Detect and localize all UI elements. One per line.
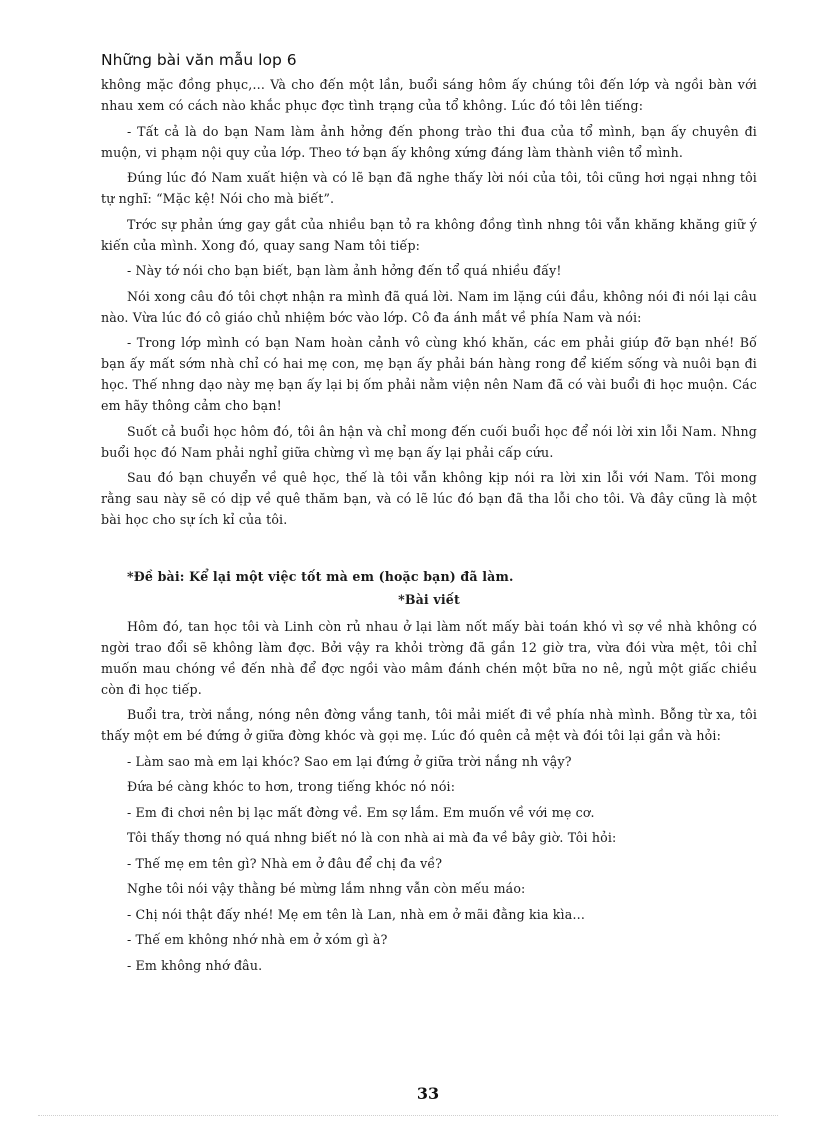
dialogue-line: - Thế mẹ em tên gì? Nhà em ở đâu để chị đa về?: [127, 855, 443, 871]
essay-subtitle: *Bài viết: [398, 591, 460, 607]
page-number: 33: [416, 1084, 440, 1103]
paragraph: Đúng lúc đó Nam xuất hiện và có lẽ bạn đã nghe thấy lời nói của tôi, tôi cũng hơi ngại nhng tôi tự nghĩ: “Mặc kệ! Nói cho mà biết”.: [101, 170, 757, 206]
paragraph: Nói xong câu đó tôi chợt nhận ra mình đã quá lời. Nam im lặng cúi đầu, không nói đi nói lại câu nào. Vừa lúc đó cô giáo chủ nhiệm bớc vào lớp. Cô đa ánh mắt về phía Nam và nói:: [101, 288, 757, 325]
paragraph: Nghe tôi nói vậy thằng bé mừng lắm nhng vẫn còn mếu máo:: [127, 881, 526, 896]
dialogue-line: - Chị nói thật đấy nhé! Mẹ em tên là Lan, nhà em ở mãi đằng kia kìa…: [127, 906, 586, 922]
essay-prompt: *Đề bài: Kể lại một việc tốt mà em (hoặc bạn) đã làm.: [127, 568, 514, 584]
paragraph: Suốt cả buổi học hôm đó, tôi ân hận và chỉ mong đến cuối buổi học để nói lời xin lỗi Nam. Nhng buổi học đó Nam phải nghỉ giữa chừng vì mẹ bạn ấy lại phải cấp cứu.: [101, 423, 757, 460]
dialogue-line: - Làm sao mà em lại khóc? Sao em lại đứng ở giữa trời nắng nh vậy?: [127, 753, 572, 769]
paragraph: - Này tớ nói cho bạn biết, bạn làm ảnh hởng đến tổ quá nhiều đấy!: [127, 263, 562, 278]
paragraph: - Trong lớp mình có bạn Nam hoàn cảnh vô cùng khó khăn, các em phải giúp đỡ bạn nhé! Bố bạn ấy mất sớm nhà chỉ có hai mẹ con, mẹ bạn ấy phải bán hàng rong để kiếm sống và nuôi bạn đi học. Thế nhng dạo này mẹ bạn ấy lại bị ốm phải nằm viện nên Nam đã có vài buổi đi học muộn. Các em hãy thông cảm cho bạn!: [101, 335, 757, 413]
paragraph: Đứa bé càng khóc to hơn, trong tiếng khóc nó nói:: [127, 779, 456, 794]
footer-divider: [38, 1115, 778, 1116]
dialogue-line: - Thế em không nhớ nhà em ở xóm gì à?: [127, 932, 388, 947]
paragraph: Buổi tra, trời nắng, nóng nên đờng vắng tanh, tôi mải miết đi về phía nhà mình. Bỗng từ xa, tôi thấy một em bé đứng ở giữa đờng khóc và gọi mẹ. Lúc đó quên cả mệt và đói tôi lại gần và hỏi:: [101, 707, 757, 743]
paragraph: Sau đó bạn chuyển về quê học, thế là tôi vẫn không kịp nói ra lời xin lỗi với Nam. Tôi mong rằng sau này sẽ có dịp về quê thăm bạn, và có lẽ lúc đó bạn đã tha lỗi cho tôi. Và đây cũng là một bài học cho sự ích kỉ của tôi.: [101, 470, 757, 527]
paragraph: Tôi thấy thơng nó quá nhng biết nó là con nhà ai mà đa về bây giờ. Tôi hỏi:: [127, 830, 617, 845]
paragraph-continuation: không mặc đồng phục,… Và cho đến một lần, buổi sáng hôm ấy chúng tôi đến lớp và ngồi bàn với nhau xem có cách nào khắc phục đợc tình trạng của tổ không. Lúc đó tôi lên tiếng:: [101, 77, 757, 113]
running-header: Những bài văn mẫu lop 6: [101, 51, 297, 69]
paragraph: - Tất cả là do bạn Nam làm ảnh hởng đến phong trào thi đua của tổ mình, bạn ấy chuyên đi muộn, vi phạm nội quy của lớp. Theo tớ bạn ấy không xứng đáng làm thành viên tổ mình.: [101, 123, 757, 160]
paragraph: Hôm đó, tan học tôi và Linh còn rủ nhau ở lại làm nốt mấy bài toán khó vì sợ về nhà không có ngời trao đổi sẽ không làm đợc. Bởi vậy ra khỏi trờng đã gần 12 giờ tra, vừa đói vừa mệt, tôi chỉ muốn mau chóng về đến nhà để đợc ngồi vào mâm đánh chén một bữa no nê, ngủ một giấc chiều còn đi học tiếp.: [101, 618, 757, 697]
dialogue-line: - Em đi chơi nên bị lạc mất đờng về. Em sợ lắm. Em muốn về với mẹ cơ.: [127, 804, 595, 820]
section-gap: [101, 535, 757, 566]
dialogue-line: - Em không nhớ đâu.: [127, 957, 263, 973]
body-text: [101, 74, 757, 980]
paragraph: Trớc sự phản ứng gay gắt của nhiều bạn tỏ ra không đồng tình nhng tôi vẫn khăng khăng giữ ý kiến của mình. Xong đó, quay sang Nam tôi tiếp:: [101, 216, 757, 253]
